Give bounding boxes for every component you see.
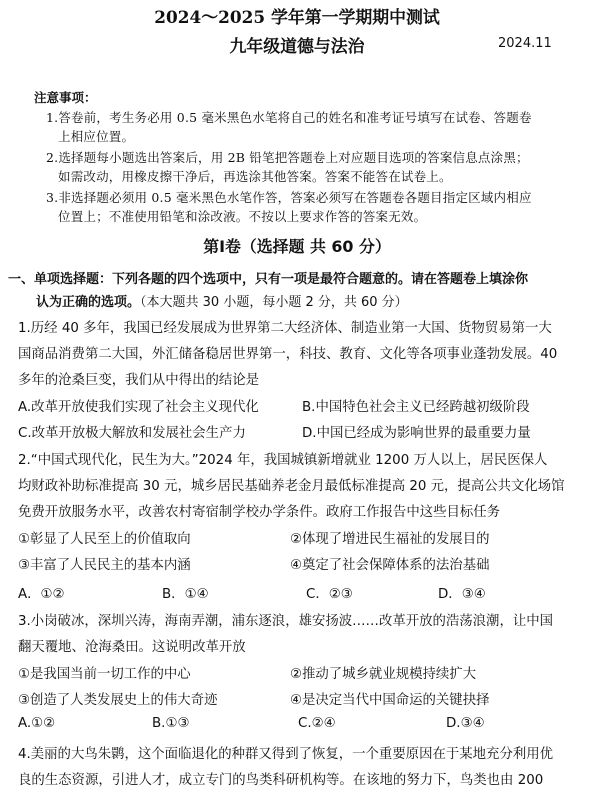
- question-3-item: ④是决定当代中国命运的关键抉择: [290, 693, 490, 708]
- question-2-option-c: C．②③: [306, 587, 353, 602]
- notes-heading: 注意事项：: [34, 90, 97, 105]
- question-3-item: ③创造了人类发展史上的伟大奇迹: [18, 693, 218, 708]
- question-3-item: ①是我国当前一切工作的中心: [18, 667, 191, 682]
- question-3-option-c: C.②④: [298, 716, 336, 731]
- note-line: 位置上；不准使用铅笔和涂改液。不按以上要求作答的答案无效。: [58, 209, 427, 224]
- instruction-bold-part: 认为正确的选项。: [36, 295, 141, 310]
- exam-date: 2024.11: [498, 36, 552, 51]
- note-line: 2.选择题每小题选出答案后，用 2B 铅笔把答题卷上对应题目选项的答案信息点涂黑；: [46, 150, 529, 165]
- question-4-stem: 4.美丽的大鸟朱鹮，这个面临退化的种群又得到了恢复，一个重要原因在于某地充分利用优: [18, 747, 554, 762]
- question-1-stem: 多年的沧桑巨变，我们从中得出的结论是: [18, 373, 260, 388]
- question-2-option-a: A．①②: [18, 587, 65, 602]
- question-1-option-d: D.中国已经成为影响世界的最重要力量: [302, 426, 531, 441]
- note-line: 1.答卷前，考生务必用 0.5 毫米黑色水笔将自己的姓名和准考证号填写在试卷、答题卷: [46, 110, 532, 125]
- question-1-option-b: B.中国特色社会主义已经跨越初级阶段: [302, 400, 530, 415]
- question-3-option-b: B.①③: [152, 716, 190, 731]
- question-2-stem: 2.“中国式现代化，民生为大。”2024 年，我国城镇新增就业 1200 万人以上，居民医保人: [18, 453, 548, 468]
- note-line: 3.非选择题必须用 0.5 毫米黑色水笔作答，答案必须写在答题卷各题目指定区域内相应: [46, 190, 532, 205]
- exam-title: 2024～2025 学年第一学期期中测试: [154, 7, 440, 27]
- section-instruction: 一、单项选择题：下列各题的四个选项中，只有一项是最符合题意的。请在答题卷上填涂你: [8, 272, 529, 287]
- question-3-option-d: D.③④: [446, 716, 485, 731]
- note-line: 上相应位置。: [58, 129, 135, 144]
- section-title: 第Ⅰ卷（选择题 共 60 分）: [203, 237, 391, 256]
- question-4-stem: 良的生态资源，引进人才，成立专门的鸟类科研机构等。在该地的努力下，鸟类也由 200: [18, 773, 544, 788]
- note-line: 如需改动，用橡皮擦干净后，再选涂其他答案。答案不能答在试卷上。: [58, 169, 452, 184]
- question-2-stem: 免费开放服务水平，改善农村寄宿制学校办学条件。政府工作报告中这些目标任务: [18, 505, 501, 520]
- question-3-stem: 3.小岗破冰，深圳兴涛，海南弄潮，浦东逐浪，雄安扬波……改革开放的浩荡浪潮，让中国: [18, 614, 554, 629]
- subject-title: 九年级道德与法治: [229, 36, 365, 56]
- question-3-option-a: A.①②: [18, 716, 56, 731]
- question-3-stem: 翻天覆地、沧海桑田。这说明改革开放: [18, 640, 246, 655]
- question-2-option-d: D．③④: [438, 587, 486, 602]
- question-2-item: ②体现了增进民生福祉的发展目的: [290, 532, 490, 547]
- question-1-option-a: A.改革开放使我们实现了社会主义现代化: [18, 400, 259, 415]
- question-2-item: ③丰富了人民民主的基本内涵: [18, 558, 191, 573]
- section-instruction-cont: [36, 291, 408, 310]
- question-1-stem: 国商品消费第二大国，外汇储备稳居世界第一，科技、教育、文化等各项事业蓬勃发展。40: [18, 347, 558, 362]
- instruction-normal-part: （本大题共 30 小题，每小题 2 分，共 60 分）: [140, 295, 408, 310]
- question-2-item: ①彰显了人民至上的价值取向: [18, 532, 191, 547]
- question-3-item: ②推动了城乡就业规模持续扩大: [290, 667, 477, 682]
- question-2-option-b: B．①④: [162, 587, 209, 602]
- question-2-stem: 均财政补助标准提高 30 元，城乡居民基础养老金月最低标准提高 20 元，提高公共文化场馆: [18, 479, 565, 494]
- question-1-stem: 1.历经 40 多年，我国已经发展成为世界第二大经济体、制造业第一大国、货物贸易第一大: [18, 321, 552, 336]
- question-1-option-c: C.改革开放极大解放和发展社会生产力: [18, 426, 246, 441]
- question-2-item: ④奠定了社会保障体系的法治基础: [290, 558, 490, 573]
